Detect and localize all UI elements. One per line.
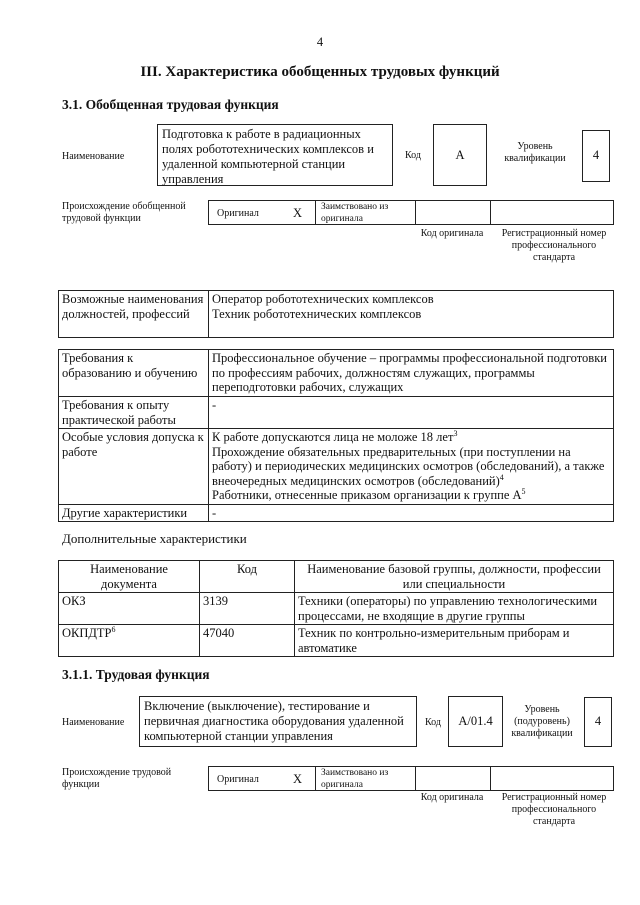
table-row bbox=[59, 625, 614, 657]
s2-code-value: А/01.4 bbox=[448, 696, 503, 747]
other-label: Другие характеристики bbox=[59, 504, 209, 522]
s2-origin-table bbox=[208, 766, 614, 791]
s1-orig-code-caption: Код оригинала bbox=[420, 228, 484, 239]
section-title: III. Характеристика обобщенных трудовых функций bbox=[140, 64, 500, 80]
other-value: - bbox=[209, 504, 614, 522]
requirements-table bbox=[58, 349, 614, 522]
s1-origin-table bbox=[208, 200, 614, 225]
divider bbox=[490, 767, 491, 790]
positions-list bbox=[209, 291, 614, 338]
special-item: Прохождение обязательных предварительных (при поступлении на работу) и периодических медицинских осмотров (обследований), а также внеочередных медицинских осмотров (обследований)$^4$ bbox=[212, 444, 605, 488]
divider bbox=[315, 767, 316, 790]
additional-table bbox=[58, 560, 614, 657]
s2-original-mark: Х bbox=[293, 772, 303, 786]
row-name: Техник по контрольно-измерительным приборам и автоматике bbox=[295, 625, 614, 657]
col-doc-header: Наименование документа bbox=[59, 561, 200, 593]
col-code-header: Код bbox=[200, 561, 295, 593]
s1-code-label: Код bbox=[405, 150, 421, 161]
row-code: 3139 bbox=[200, 593, 295, 625]
s2-borrowed-label: Заимствовано из оригинала bbox=[321, 768, 389, 790]
s2-level-label: Уровень (подуровень) квалификации bbox=[511, 704, 573, 739]
special-item: К работе допускаются лица не моложе 18 лет$^3$ bbox=[212, 428, 458, 444]
s1-level-value: 4 bbox=[582, 130, 610, 182]
divider bbox=[490, 201, 491, 224]
education-label: Требования к образованию и обучению bbox=[59, 350, 209, 397]
row-name: Техники (операторы) по управлению технологическими процессами, не входящие в другие группы bbox=[295, 593, 614, 625]
divider bbox=[315, 201, 316, 224]
s1-level-label: Уровень квалификации bbox=[504, 141, 566, 164]
experience-value: - bbox=[209, 397, 614, 429]
s1-original-label: Оригинал bbox=[217, 208, 259, 219]
page-number: 4 bbox=[316, 35, 324, 49]
special-value bbox=[209, 429, 614, 505]
s1-name-label: Наименование bbox=[62, 151, 125, 162]
s1-name-value: Подготовка к работе в радиационных полях робототехнических комплексов и удаленной компьютерной станции управления bbox=[157, 124, 393, 186]
s1-original-mark: Х bbox=[293, 206, 303, 220]
special-label: Особые условия допуска к работе bbox=[59, 429, 209, 505]
row-code: 47040 bbox=[200, 625, 295, 657]
divider bbox=[415, 201, 416, 224]
positions-table bbox=[58, 290, 614, 338]
s2-orig-code-caption: Код оригинала bbox=[420, 792, 484, 803]
experience-label: Требования к опыту практической работы bbox=[59, 397, 209, 429]
s1-reg-number-caption: Регистрационный номер профессионального стандарта bbox=[501, 228, 607, 263]
position-item: Техник робототехнических комплексов bbox=[212, 306, 422, 321]
s2-heading: 3.1.1. Трудовая функция bbox=[62, 667, 210, 682]
table-row bbox=[59, 593, 614, 625]
s2-original-label: Оригинал bbox=[217, 774, 259, 785]
special-item: Работники, отнесенные приказом организации к группе $А^5$ bbox=[212, 486, 526, 502]
s1-code-value: А bbox=[433, 124, 487, 186]
s2-reg-number-caption: Регистрационный номер профессионального стандарта bbox=[501, 792, 607, 827]
s1-heading: 3.1. Обобщенная трудовая функция bbox=[62, 97, 279, 112]
s2-origin-label: Происхождение трудовой функции bbox=[62, 767, 172, 790]
s2-name-label: Наименование bbox=[62, 717, 125, 728]
s2-code-label: Код bbox=[425, 717, 441, 728]
position-item: Оператор робототехнических комплексов bbox=[212, 292, 434, 306]
s1-borrowed-label: Заимствовано из оригинала bbox=[321, 202, 389, 224]
additional-heading: Дополнительные характеристики bbox=[62, 531, 247, 546]
s1-origin-label: Происхождение обобщенной трудовой функции bbox=[62, 201, 186, 224]
row-doc: ОКПДТР$^6$ bbox=[59, 625, 200, 657]
row-doc: ОКЗ bbox=[59, 593, 200, 625]
s2-level-value: 4 bbox=[584, 697, 612, 747]
education-value: Профессиональное обучение – программы профессиональной подготовки по профессиям рабочих, должностям служащих, программы переподготовки рабочих, служащих bbox=[209, 350, 614, 397]
divider bbox=[415, 767, 416, 790]
col-name-header: Наименование базовой группы, должности, профессии или специальности bbox=[295, 561, 614, 593]
positions-label: Возможные наименования должностей, профессий bbox=[59, 291, 209, 338]
s2-name-value: Включение (выключение), тестирование и первичная диагностика оборудования удаленной компьютерной станции управления bbox=[139, 696, 417, 747]
